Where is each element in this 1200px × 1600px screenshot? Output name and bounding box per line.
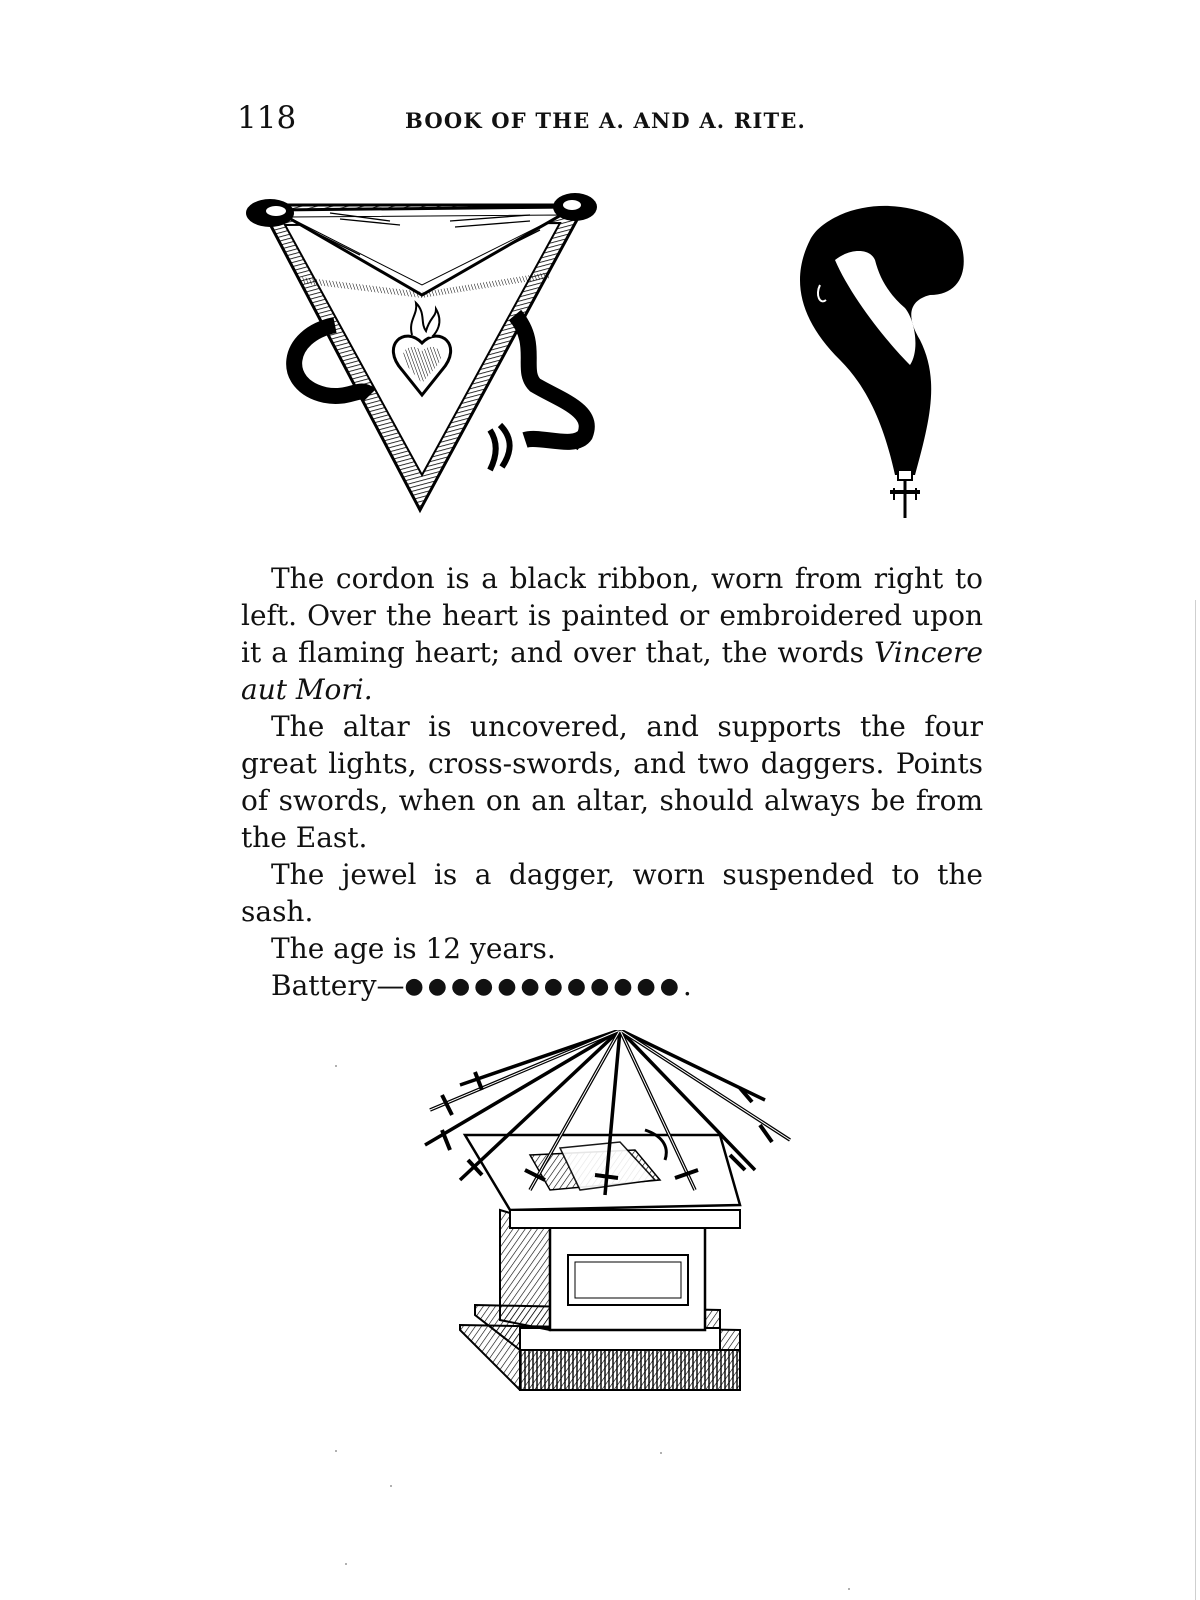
- paragraph-cordon: [241, 560, 983, 708]
- apron-illustration: [240, 185, 605, 520]
- running-title: BOOK OF THE A. AND A. RITE.: [405, 108, 807, 133]
- page-edge: [1195, 600, 1196, 1600]
- paper-speck: [335, 1450, 337, 1452]
- altar-illustration: [420, 1030, 815, 1425]
- dagger-jewel-icon: [890, 470, 920, 518]
- right-ribbon: [515, 315, 587, 442]
- cordon-illustration: [790, 200, 980, 525]
- body-text: [241, 560, 983, 1005]
- motto-italic: Vincere aut Mori.: [241, 636, 983, 706]
- paragraph-altar: The altar is uncovered, and supports the four great lights, cross-swords, and two daggers. Points of swords, when on an altar, should always be from the East.: [241, 710, 983, 854]
- paragraph-jewel: The jewel is a dagger, worn suspended to the sash.: [241, 858, 983, 928]
- cordon-text: The cordon is a black ribbon, worn from right to left. Over the heart is painted or embroidered upon it a flaming heart; and over that, the words: [241, 562, 983, 669]
- paper-speck: [660, 1452, 662, 1454]
- paper-speck: [345, 1563, 347, 1565]
- paragraph-age: The age is 12 years.: [271, 932, 556, 965]
- paper-speck: [390, 1485, 392, 1487]
- paragraph-battery: Battery—●●●●●●●●●●●●.: [271, 969, 692, 1002]
- paper-speck: [848, 1588, 850, 1590]
- battery-label: Battery—: [271, 969, 405, 1002]
- paper-speck: [335, 1065, 337, 1067]
- page-number: 118: [237, 100, 297, 136]
- battery-dots: ●●●●●●●●●●●●: [404, 974, 683, 999]
